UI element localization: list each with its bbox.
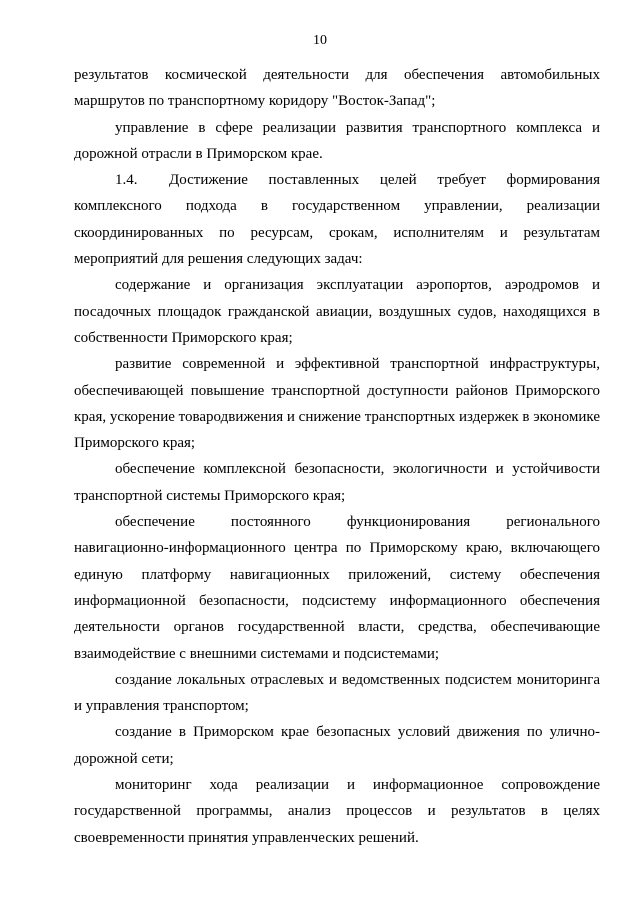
paragraph-9: создание в Приморском крае безопасных условий движения по улично-дорожной сети; [74, 724, 600, 767]
page-number: 10 [313, 33, 327, 48]
paragraph-1: результатов космической деятельности для обеспечения автомобильных маршрутов по транспортному коридору "Восток-Запад"; [74, 67, 600, 110]
paragraph-5: развитие современной и эффективной транспортной инфраструктуры, обеспечивающей повышение транспортной доступности районов Приморского края, ускорение товародвижения и снижение транспортных издержек в экономике Приморского края; [74, 356, 600, 452]
paragraph-3 [74, 167, 600, 272]
paragraph-10: мониторинг хода реализации и информационное сопровождение государственной программы, анализ процессов и результатов в целях своевременности принятия управленческих решений. [74, 777, 600, 846]
paragraph-number: 1.4. [115, 172, 138, 189]
paragraph-4: содержание и организация эксплуатации аэропортов, аэродромов и посадочных площадок гражданской авиации, воздушных судов, находящихся в собственности Приморского края; [74, 277, 600, 346]
paragraph-2: управление в сфере реализации развития транспортного комплекса и дорожной отрасли в Приморском крае. [74, 119, 600, 162]
paragraph-7: обеспечение постоянного функционирования регионального навигационно-информационного центра по Приморскому краю, включающего единую платформу навигационных приложений, систему обеспечения информационной безопасности, подсистему информационного обеспечения деятельности органов государственной власти, средства, обеспечивающие взаимодействие с внешними системами и подсистемами; [74, 514, 600, 662]
paragraph-3-text: Достижение поставленных целей требует формирования комплексного подхода в государственном управлении, реализации скоординированных по ресурсам, срокам, исполнителям и результатам мероприятий для решения следующих задач: [74, 172, 600, 268]
paragraph-6: обеспечение комплексной безопасности, экологичности и устойчивости транспортной системы Приморского края; [74, 461, 600, 504]
paragraph-8: создание локальных отраслевых и ведомственных подсистем мониторинга и управления транспортом; [74, 671, 600, 715]
document-body [74, 62, 600, 851]
